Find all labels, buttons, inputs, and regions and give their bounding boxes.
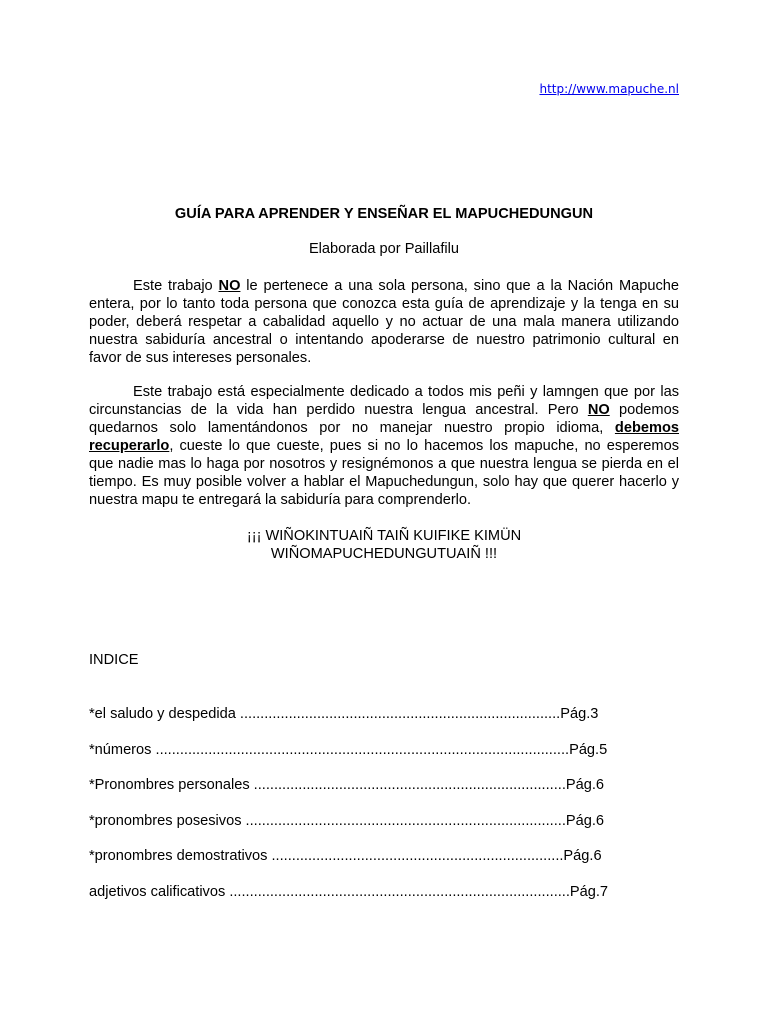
paragraph-intro-text-2: le pertenece a una sola persona, sino que a la Nación Mapuche entera, por lo tanto toda persona que conozca esta guía de aprendizaje y la tenga en su poder, deberá respetar a cabalidad aquello y no actuar de una mala manera utilizando nuestra sabiduría ancestral o intentando apoderarse de nuestro patrimonio cultural en favor de sus intereses personales. <box>89 278 679 366</box>
paragraph-dedication <box>89 383 679 509</box>
index-list <box>89 705 608 918</box>
paragraph-intro-text-1: Este trabajo <box>133 278 219 294</box>
header-url-link[interactable]: http://www.mapuche.nl <box>539 82 679 96</box>
index-item: *Pronombres personales .............................................................................Pág.6 <box>89 777 605 793</box>
document-title: GUÍA PARA APRENDER Y ENSEÑAR EL MAPUCHEDUNGUN <box>174 206 594 222</box>
index-item: *números ......................................................................................................Pág.5 <box>89 741 608 758</box>
exclamation-line-2: WIÑOMAPUCHEDUNGUTUAIÑ !!! <box>270 546 498 562</box>
paragraph-dedication-emphasis-no: NO <box>587 402 610 418</box>
paragraph-intro-emphasis-no: NO <box>218 278 241 294</box>
paragraph-dedication-text-2: podemos quedarnos solo lamentándonos por no manejar nuestro propio idioma, <box>89 402 679 436</box>
paragraph-dedication-text-1: Este trabajo está especialmente dedicado a todos mis peñi y lamngen que por las circunstancias de la vida han perdido nuestra lengua ancestral. Pero <box>89 384 679 418</box>
index-item: adjetivos calificativos ....................................................................................Pág.7 <box>89 883 609 900</box>
index-item: *el saludo y despedida ...............................................................................Pág.3 <box>89 706 599 722</box>
index-heading: INDICE <box>89 652 139 668</box>
document-subtitle: Elaborada por Paillafilu <box>308 241 460 257</box>
exclamation-block <box>0 527 768 563</box>
paragraph-dedication-text-3: , cueste lo que cueste, pues si no lo hacemos los mapuche, no esperemos que nadie mas lo haga por nosotros y resignémonos a que nuestra lengua se pierda en el tiempo. Es muy posible volver a hablar el Mapuchedungun, solo hay que querer hacerlo y nuestra mapu te entregará la sabiduría para comprenderlo. <box>89 438 679 508</box>
index-item: *pronombres posesivos ...............................................................................Pág.6 <box>89 812 605 829</box>
exclamation-line-1: ¡¡¡ WIÑOKINTUAIÑ TAIÑ KUIFIKE KIMÜN <box>246 528 522 544</box>
index-item: *pronombres demostrativos ........................................................................Pág.6 <box>89 848 602 864</box>
paragraph-dedication-emphasis-recover: debemos recuperarlo <box>89 420 679 454</box>
paragraph-intro <box>89 277 679 367</box>
